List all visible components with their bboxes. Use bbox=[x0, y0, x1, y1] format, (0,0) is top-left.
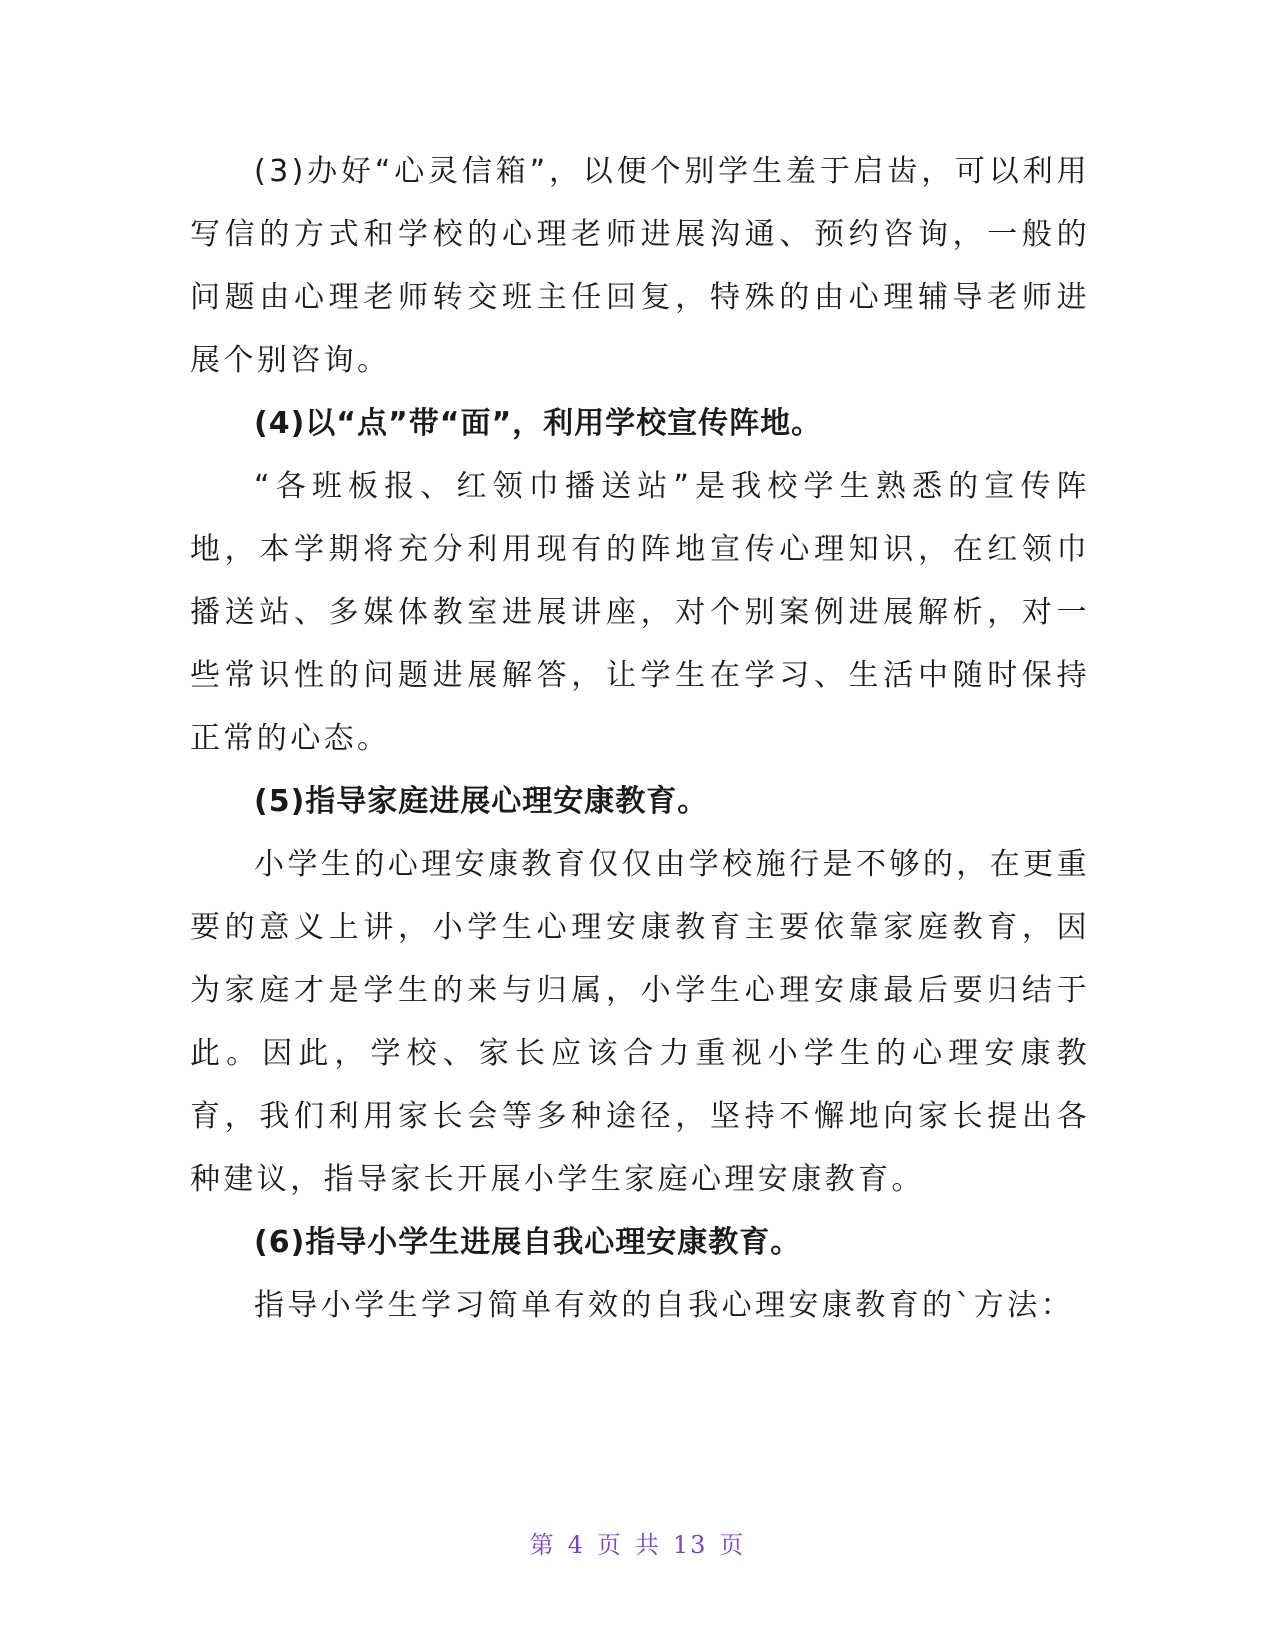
paragraph-promotion: “各班板报、红领巾播送站”是我校学生熟悉的宣传阵地，本学期将充分利用现有的阵地宣传心理知识，在红领巾播送站、多媒体教室进展讲座，对个别案例进展解析，对一些常识性的问题进展解答，让学生在学习、生活中随时保持正常的心态。 bbox=[190, 469, 1090, 756]
footer-label-unit-2: 页 bbox=[719, 1531, 746, 1559]
paragraph-letterbox: (3)办好“心灵信箱”，以便个别学生羞于启齿，可以利用写信的方式和学校的心理老师进展沟通、预约咨询，一般的问题由心理老师转交班主任回复，特殊的由心理辅导老师进展个别咨询。 bbox=[190, 154, 1090, 378]
footer-current-page: 4 bbox=[567, 1531, 585, 1559]
footer-label-unit: 页 bbox=[596, 1531, 623, 1559]
document-body bbox=[190, 140, 1090, 1337]
footer-total-pages: 13 bbox=[672, 1531, 708, 1559]
heading-self-education: (6)指导小学生进展自我心理安康教育。 bbox=[254, 1225, 802, 1260]
paragraph-family-guidance: 小学生的心理安康教育仅仅由学校施行是不够的，在更重要的意义上讲，小学生心理安康教育主要依靠家庭教育，因为家庭才是学生的来与归属，小学生心理安康最后要归结于此。因此，学校、家长应该合力重视小学生的心理安康教育，我们利用家长会等多种途径，坚持不懈地向家长提出各种建议，指导家长开展小学生家庭心理安康教育。 bbox=[190, 847, 1090, 1197]
heading-family-guidance: (5)指导家庭进展心理安康教育。 bbox=[254, 784, 709, 819]
footer-label-page: 第 bbox=[529, 1531, 556, 1559]
heading-promotion: (4)以“点”带“面”，利用学校宣传阵地。 bbox=[254, 406, 823, 441]
paragraph-self-education: 指导小学生学习简单有效的自我心理安康教育的`方法： bbox=[254, 1288, 1074, 1323]
page-number-footer bbox=[0, 1530, 1275, 1560]
footer-label-total: 共 bbox=[634, 1531, 661, 1559]
